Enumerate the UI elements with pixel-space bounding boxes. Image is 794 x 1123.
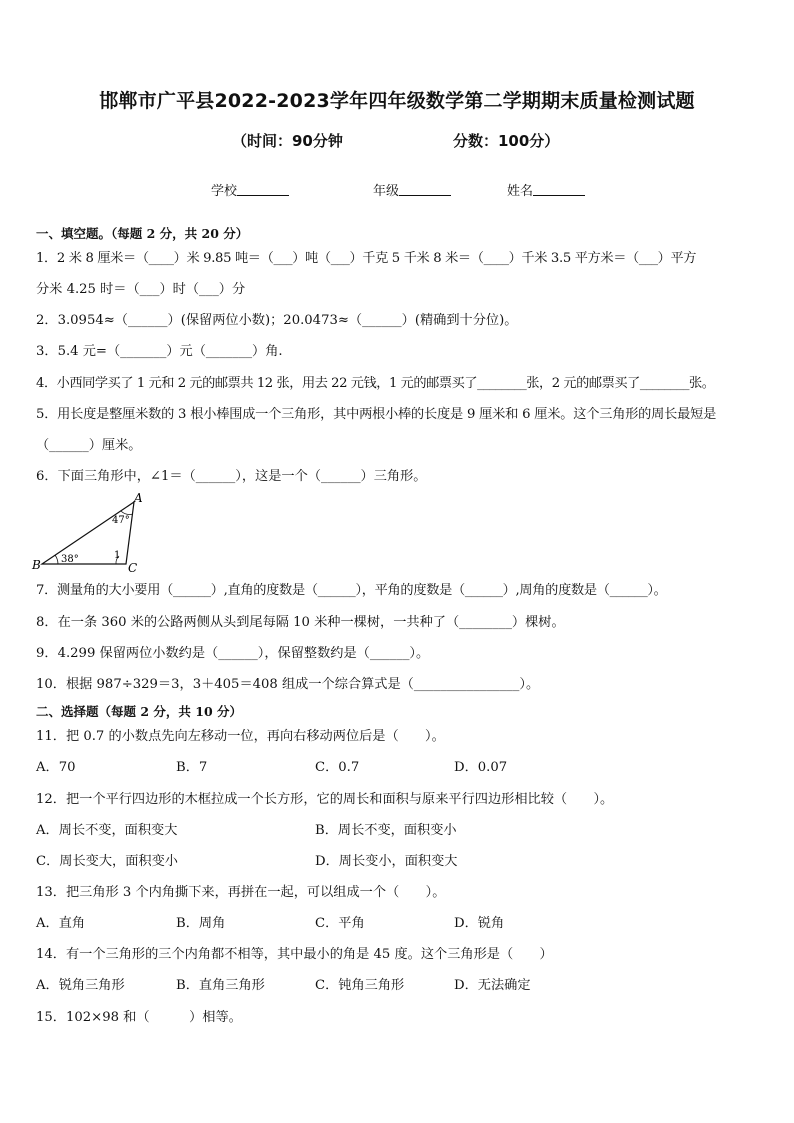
q13-option-b[interactable]: B．周角 <box>176 916 226 931</box>
school-label: 学校 <box>211 184 238 199</box>
angle-b-arc <box>55 555 58 564</box>
name-field[interactable] <box>507 180 585 199</box>
question-5: 5．用长度是整厘米数的 3 根小棒围成一个三角形，其中两根小棒的长度是 9 厘米和 6 厘米。这个三角形的周长最短是 <box>36 407 717 422</box>
triangle-figure <box>30 490 160 574</box>
q14-option-b[interactable]: B．直角三角形 <box>176 978 265 993</box>
q13-option-c[interactable]: C．平角 <box>315 916 365 931</box>
question-1: 1．2 米 8 厘米＝（____）米 9.85 吨＝（___）吨（___）千克 5 千米 8 米＝（____）千米 3.5 平方米＝（___）平方 <box>36 251 697 266</box>
question-12: 12．把一个平行四边形的木框拉成一个长方形，它的周长和面积与原来平行四边形相比较（ ）。 <box>36 792 614 807</box>
vertex-c-label: C <box>128 561 138 574</box>
q11-option-d[interactable]: D．0.07 <box>454 760 508 775</box>
question-7: 7．测量角的大小要用（______）,直角的度数是（______），平角的度数是（______）,周角的度数是（______）。 <box>36 583 667 598</box>
question-2: 2．3.0954≈（______）(保留两位小数)；20.0473≈（______）(精确到十分位)。 <box>36 313 518 328</box>
angle-1-label: 1 <box>114 550 121 561</box>
q14-option-c[interactable]: C．钝角三角形 <box>315 978 405 993</box>
question-15: 15．102×98 和（ ）相等。 <box>36 1010 242 1025</box>
question-6: 6．下面三角形中，∠1＝（______），这是一个（______）三角形。 <box>36 469 427 484</box>
q14-option-d[interactable]: D．无法确定 <box>454 978 531 993</box>
angle-a-arc <box>121 511 133 515</box>
question-14: 14．有一个三角形的三个内角都不相等，其中最小的角是 45 度。这个三角形是（ ） <box>36 947 553 962</box>
vertex-b-label: B <box>32 558 41 572</box>
question-10: 10．根据 987÷329＝3，3＋405＝408 组成一个综合算式是（________________）。 <box>36 677 540 692</box>
question-5-cont: （______）厘米。 <box>36 438 142 453</box>
q11-option-c[interactable]: C．0.7 <box>315 760 360 775</box>
vertex-a-label: A <box>134 491 143 505</box>
q14-option-a[interactable]: A．锐角三角形 <box>36 978 125 993</box>
section-heading-fill-in: 一、填空题。（每题 2 分，共 20 分） <box>36 226 249 241</box>
question-11: 11．把 0.7 的小数点先向左移动一位，再向右移动两位后是（ ）。 <box>36 729 445 744</box>
question-1-cont: 分米 4.25 时＝（___）时（___）分 <box>36 282 246 297</box>
section-heading-choice: 二、选择题（每题 2 分，共 10 分） <box>36 704 243 719</box>
question-8: 8．在一条 360 米的公路两侧从头到尾每隔 10 米种一棵树，一共种了（________）棵树。 <box>36 615 565 630</box>
angle-a-label: 47° <box>112 515 130 526</box>
grade-label: 年级 <box>373 184 400 199</box>
angle-b-label: 38° <box>61 554 79 565</box>
grade-field[interactable] <box>373 180 451 199</box>
question-13: 13．把三角形 3 个内角撕下来，再拼在一起，可以组成一个（ ）。 <box>36 885 446 900</box>
grade-blank[interactable] <box>399 183 451 196</box>
q13-option-a[interactable]: A．直角 <box>36 916 86 931</box>
question-4: 4．小西同学买了 1 元和 2 元的邮票共 12 张，用去 22 元钱，1 元的邮票买了________张，2 元的邮票买了________张。 <box>36 376 715 391</box>
total-score: 分数：100分） <box>453 132 560 150</box>
q12-option-c[interactable]: C．周长变大，面积变小 <box>36 854 178 869</box>
question-3: 3．5.4 元=（_______）元（_______）角. <box>36 344 283 359</box>
q11-option-a[interactable]: A．70 <box>36 760 76 775</box>
q13-option-d[interactable]: D．锐角 <box>454 916 505 931</box>
question-9: 9．4.299 保留两位小数约是（______），保留整数约是（______）。 <box>36 646 430 661</box>
page-title: 邯郸市广平县2022-2023学年四年级数学第二学期期末质量检测试题 <box>99 90 695 112</box>
time-limit: （时间：90分钟 <box>232 132 343 150</box>
name-label: 姓名 <box>507 184 534 199</box>
q12-option-b[interactable]: B．周长不变，面积变小 <box>315 823 457 838</box>
name-blank[interactable] <box>533 183 585 196</box>
q12-option-d[interactable]: D．周长变小，面积变大 <box>315 854 458 869</box>
q12-option-a[interactable]: A．周长不变，面积变大 <box>36 823 178 838</box>
school-blank[interactable] <box>237 183 289 196</box>
q11-option-b[interactable]: B．7 <box>176 760 208 775</box>
school-field[interactable] <box>211 180 289 199</box>
